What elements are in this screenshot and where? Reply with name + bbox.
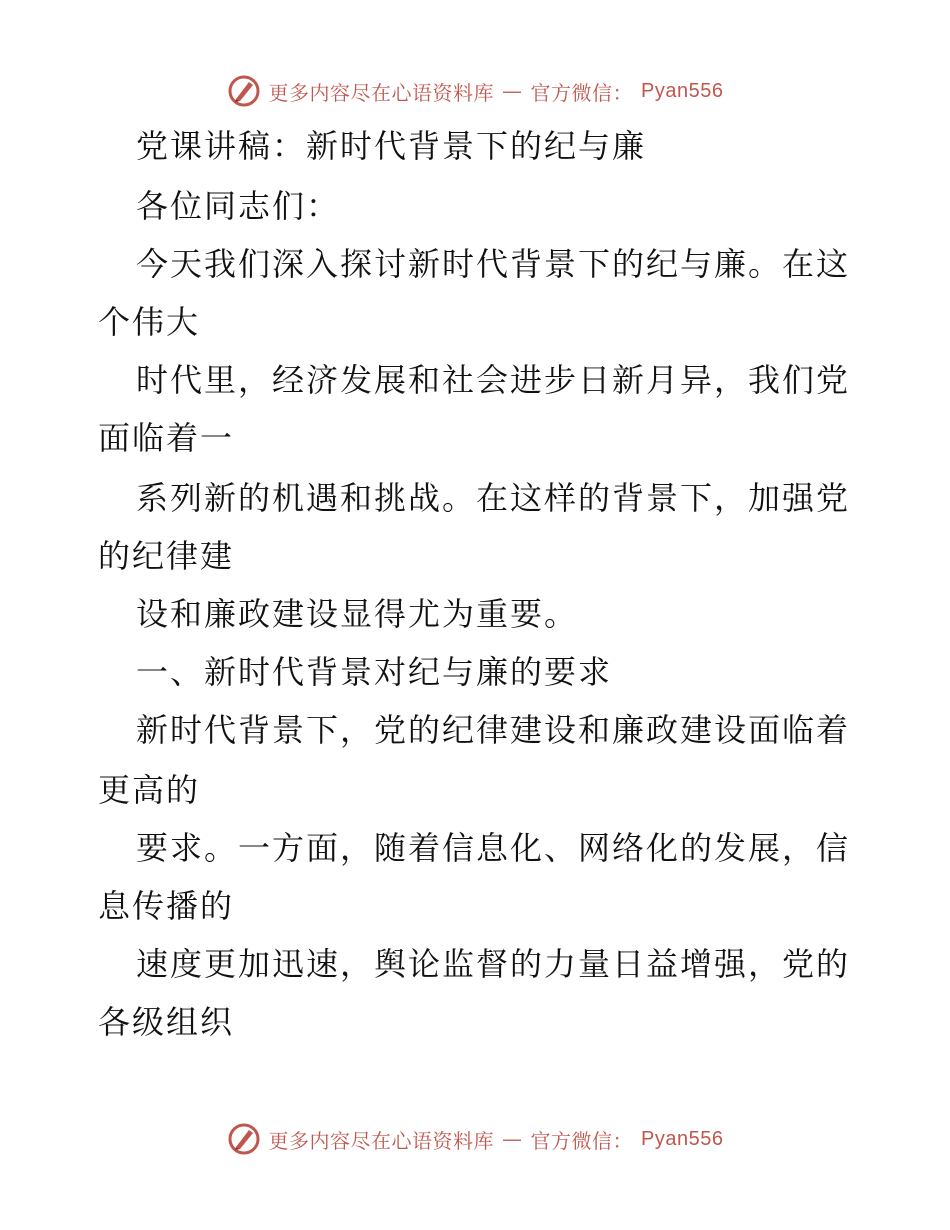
paragraph-line: 的纪律建 xyxy=(98,537,235,575)
paragraph-line: 系列新的机遇和挑战。在这样的背景下，加强党 xyxy=(136,479,851,517)
watermark-wechat-id: Pyan556 xyxy=(641,79,724,102)
watermark-main-text: 更多内容尽在心语资料库 xyxy=(268,80,495,105)
paragraph-line: 面临着一 xyxy=(98,419,235,457)
paragraph-line: 新时代背景下，党的纪律建设和廉政建设面临着 xyxy=(136,711,851,749)
paragraph-line: 今天我们深入探讨新时代背景下的纪与廉。在这 xyxy=(136,245,851,283)
watermark-separator: — xyxy=(502,1127,523,1151)
quill-logo-icon xyxy=(227,74,261,108)
salutation: 各位同志们： xyxy=(136,187,341,225)
watermark-footer xyxy=(0,1119,950,1159)
paragraph-line: 设和廉政建设显得尤为重要。 xyxy=(136,595,579,633)
paragraph-line: 各级组织 xyxy=(98,1003,235,1041)
paragraph-line: 速度更加迅速，舆论监督的力量日益增强，党的 xyxy=(136,945,851,983)
paragraph-line: 更高的 xyxy=(98,771,201,809)
watermark-wechat-label: 官方微信： xyxy=(530,80,634,105)
watermark-header xyxy=(0,71,950,111)
quill-logo-icon xyxy=(227,1122,261,1156)
paragraph-line: 息传播的 xyxy=(98,887,235,925)
watermark-separator: — xyxy=(502,79,523,103)
paragraph-line: 要求。一方面，随着信息化、网络化的发展，信 xyxy=(136,829,851,867)
paragraph-line: 个伟大 xyxy=(98,303,201,341)
watermark-wechat-id: Pyan556 xyxy=(641,1127,724,1150)
watermark-wechat-label: 官方微信： xyxy=(530,1128,634,1153)
paragraph-line: 时代里，经济发展和社会进步日新月异，我们党 xyxy=(136,361,851,399)
section-heading: 一、新时代背景对纪与廉的要求 xyxy=(136,653,613,691)
watermark-main-text: 更多内容尽在心语资料库 xyxy=(268,1128,495,1153)
document-title: 党课讲稿：新时代背景下的纪与廉 xyxy=(136,127,647,165)
